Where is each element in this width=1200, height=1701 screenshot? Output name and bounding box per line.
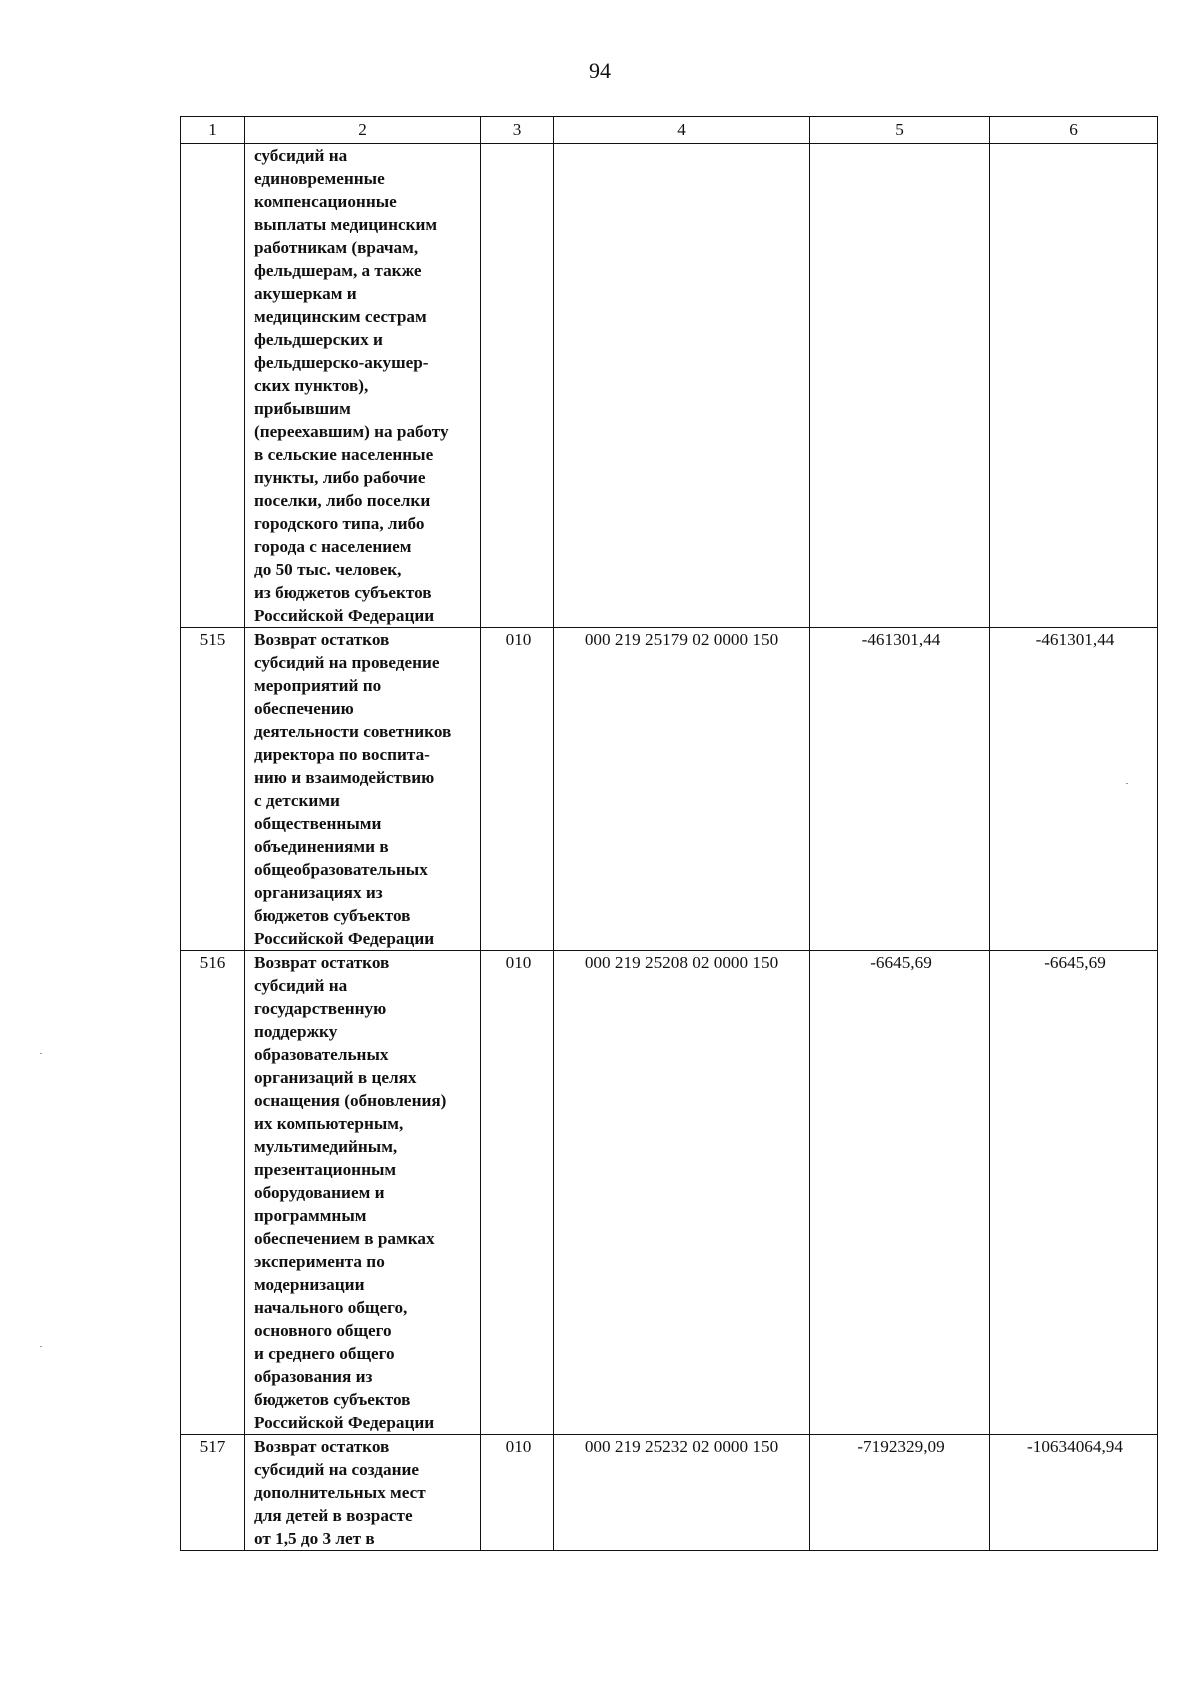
scan-speck bbox=[1126, 783, 1128, 784]
row-name-line: единовременные bbox=[254, 169, 385, 188]
row-name-line: оснащения (обновления) bbox=[254, 1091, 447, 1110]
row-name-line: государственную bbox=[254, 999, 387, 1018]
row-kbk-cell: 000 219 25232 02 0000 150 bbox=[554, 1435, 810, 1551]
row-name-line: фельдшерско-акушер- bbox=[254, 353, 429, 372]
row-name-line: нию и взаимодействию bbox=[254, 768, 435, 787]
row-name-line: из бюджетов субъектов bbox=[254, 583, 432, 602]
row-name-line: деятельности советников bbox=[254, 722, 452, 741]
column-header: 5 bbox=[810, 117, 990, 144]
row-name-line: пункты, либо рабочие bbox=[254, 468, 426, 487]
row-name-line: поддержку bbox=[254, 1022, 338, 1041]
row-name-line: бюджетов субъектов bbox=[254, 1390, 411, 1409]
row-name-line: общественными bbox=[254, 814, 382, 833]
row-name-line: субсидий на bbox=[254, 976, 348, 995]
row-name-cell bbox=[245, 1435, 481, 1551]
row-value6-cell bbox=[990, 144, 1158, 628]
table-row bbox=[181, 628, 1158, 951]
row-name-line: Возврат остатков bbox=[254, 953, 390, 972]
row-name-line: в сельские населенные bbox=[254, 445, 434, 464]
row-name-line: образования из bbox=[254, 1367, 373, 1386]
row-name-line: поселки, либо поселки bbox=[254, 491, 431, 510]
column-header: 2 bbox=[245, 117, 481, 144]
row-name-line: прибывшим bbox=[254, 399, 351, 418]
row-name-line: с детскими bbox=[254, 791, 340, 810]
row-name-line: и среднего общего bbox=[254, 1344, 395, 1363]
row-name-line: субсидий на bbox=[254, 146, 348, 165]
column-header: 3 bbox=[481, 117, 554, 144]
row-value6-cell: -10634064,94 bbox=[990, 1435, 1158, 1551]
row-value5-cell bbox=[810, 144, 990, 628]
row-name-line: города с населением bbox=[254, 537, 412, 556]
row-value5-cell: -7192329,09 bbox=[810, 1435, 990, 1551]
page-number: 94 bbox=[589, 58, 611, 83]
row-name-line: мультимедийным, bbox=[254, 1137, 398, 1156]
row-kbk-cell: 000 219 25179 02 0000 150 bbox=[554, 628, 810, 951]
column-header: 1 bbox=[181, 117, 245, 144]
row-name-line: Российской Федерации bbox=[254, 606, 435, 625]
row-number-cell: 516 bbox=[181, 951, 245, 1435]
row-name-line: организаций в целях bbox=[254, 1068, 417, 1087]
row-name-line: модернизации bbox=[254, 1275, 365, 1294]
row-kbk-cell: 000 219 25208 02 0000 150 bbox=[554, 951, 810, 1435]
row-name-line: общеобразовательных bbox=[254, 860, 428, 879]
scan-speck bbox=[40, 1346, 42, 1347]
row-name-line: от 1,5 до 3 лет в bbox=[254, 1529, 375, 1548]
row-name-line: фельдшерских и bbox=[254, 330, 383, 349]
row-name-line: ских пунктов), bbox=[254, 376, 369, 395]
row-name-line: обеспечением в рамках bbox=[254, 1229, 435, 1248]
row-code-cell bbox=[481, 144, 554, 628]
row-name-line: директора по воспита- bbox=[254, 745, 430, 764]
row-name-cell bbox=[245, 628, 481, 951]
row-number-cell bbox=[181, 144, 245, 628]
row-name-line: городского типа, либо bbox=[254, 514, 425, 533]
row-name-line: субсидий на проведение bbox=[254, 653, 440, 672]
row-name-line: объединениями в bbox=[254, 837, 389, 856]
row-name-line: образовательных bbox=[254, 1045, 389, 1064]
budget-table bbox=[180, 116, 1158, 1551]
row-name-line: бюджетов субъектов bbox=[254, 906, 411, 925]
row-name-line: обеспечению bbox=[254, 699, 354, 718]
row-number-cell: 517 bbox=[181, 1435, 245, 1551]
table-row bbox=[181, 1435, 1158, 1551]
row-name-cell bbox=[245, 951, 481, 1435]
row-name-line: программным bbox=[254, 1206, 367, 1225]
row-name-line: организациях из bbox=[254, 883, 383, 902]
row-name-line: мероприятий по bbox=[254, 676, 382, 695]
row-value6-cell: -6645,69 bbox=[990, 951, 1158, 1435]
row-name-line: презентационным bbox=[254, 1160, 397, 1179]
row-name-line: Возврат остатков bbox=[254, 1437, 390, 1456]
row-name-line: начального общего, bbox=[254, 1298, 408, 1317]
row-name-line: основного общего bbox=[254, 1321, 392, 1340]
column-header: 4 bbox=[554, 117, 810, 144]
row-name-line: работникам (врачам, bbox=[254, 238, 419, 257]
row-name-line: Российской Федерации bbox=[254, 929, 435, 948]
scan-speck bbox=[40, 1053, 42, 1054]
row-value6-cell: -461301,44 bbox=[990, 628, 1158, 951]
row-kbk-cell bbox=[554, 144, 810, 628]
row-name-line: выплаты медицинским bbox=[254, 215, 438, 234]
row-name-cell bbox=[245, 144, 481, 628]
row-name-line: Российской Федерации bbox=[254, 1413, 435, 1432]
table-row bbox=[181, 144, 1158, 628]
row-name-line: (переехавшим) на работу bbox=[254, 422, 449, 441]
row-name-line: медицинским сестрам bbox=[254, 307, 427, 326]
row-value5-cell: -6645,69 bbox=[810, 951, 990, 1435]
row-name-line: их компьютерным, bbox=[254, 1114, 404, 1133]
row-name-line: фельдшерам, а также bbox=[254, 261, 422, 280]
column-header: 6 bbox=[990, 117, 1158, 144]
row-value5-cell: -461301,44 bbox=[810, 628, 990, 951]
row-code-cell: 010 bbox=[481, 628, 554, 951]
row-name-line: компенсационные bbox=[254, 192, 397, 211]
row-name-line: до 50 тыс. человек, bbox=[254, 560, 402, 579]
row-code-cell: 010 bbox=[481, 1435, 554, 1551]
row-name-line: Возврат остатков bbox=[254, 630, 390, 649]
row-name-line: субсидий на создание bbox=[254, 1460, 420, 1479]
table-row bbox=[181, 951, 1158, 1435]
row-name-line: дополнительных мест bbox=[254, 1483, 426, 1502]
row-name-line: оборудованием и bbox=[254, 1183, 385, 1202]
row-code-cell: 010 bbox=[481, 951, 554, 1435]
row-name-line: для детей в возрасте bbox=[254, 1506, 413, 1525]
row-name-line: эксперимента по bbox=[254, 1252, 385, 1271]
row-name-line: акушеркам и bbox=[254, 284, 357, 303]
table-header-row bbox=[181, 117, 1158, 144]
row-number-cell: 515 bbox=[181, 628, 245, 951]
